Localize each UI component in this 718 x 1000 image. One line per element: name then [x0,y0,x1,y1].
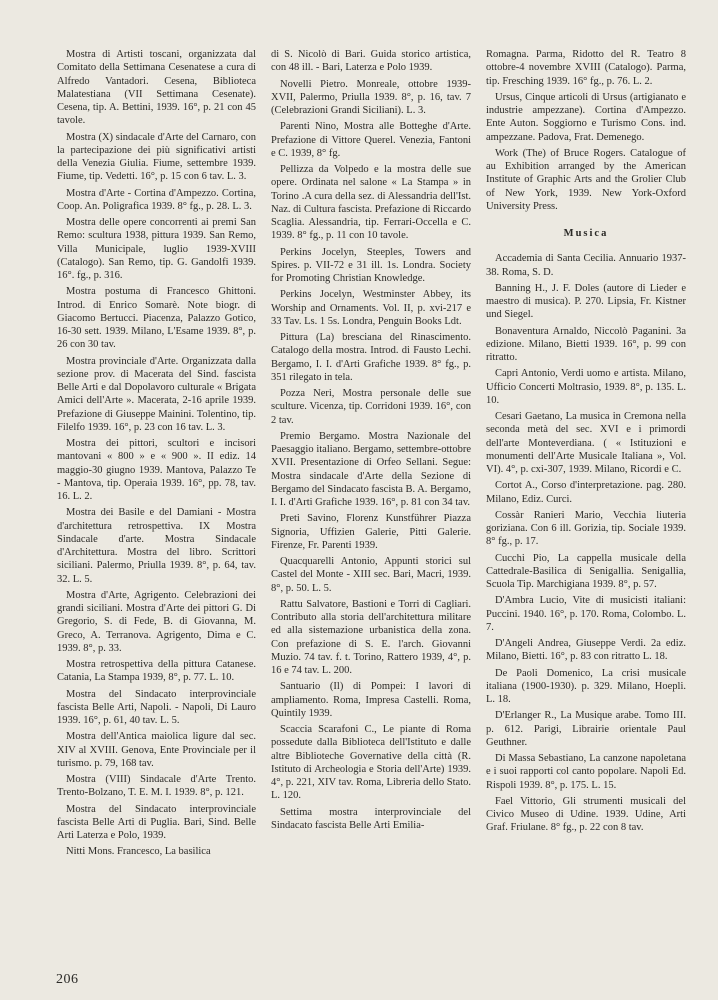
bibliography-entry: Pellizza da Volpedo e la mostra delle sue opere. Ordinata nel salone « La Stampa » in Torino .A cura della sez. di Alessandria dell'Ist. Naz. di Cultura fascista. Prefazione di Riccardo Scaglia. Alessandria, tip. Ferrari-Occella e C. 1939. 8° fg., p. 11 con 10 tavole. [271,164,472,242]
bibliography-entry: Pittura (La) bresciana del Rinascimento. Catalogo della mostra. Introd. di Fausto Lechi. Bergamo, I. I. d'Arti Grafiche 1939. 8° fg., p. 351 rilegato in tela. [271,332,471,383]
bibliography-entry: Nitti Mons. Francesco, La basilica [66,846,211,858]
bibliography-entry: De Paoli Domenico, La crisi musicale italiana (1900-1930). p. 329. Milano, Hoepli. L. 18. [486,667,686,705]
bibliography-entry: D'Ambra Lucio, Vite di musicisti italiani: Puccini. 1940. 16°, p. 170. Roma, Colombo. L. 7. [486,595,686,633]
bibliography-entry: Fael Vittorio, Gli strumenti musicali del Civico Museo di Udine. 1939. Udine, Arti Graf. Friulane. 8° fg., p. 22 con 8 tav. [486,795,686,834]
bibliography-entry: Perkins Jocelyn, Westminster Abbey, its Worship and Ornaments. Vol. II, p. xvi-217 e 33 Tav. Ls. 1 5s. Londra, Penguin Books Ldt. [271,289,471,327]
bibliography-entry: Preti Savino, Florenz Kunstführer Piazza Signoria, Uffizien Galerie, Pitti Galerie. Firenze, Fr. Parenti 1939. [271,513,471,551]
bibliography-entry: Bonaventura Arnaldo, Niccolò Paganini. 3a edizione. Milano, Bietti 1939. 16°, p. 99 con ritratto. [486,325,686,363]
bibliography-entry: Novelli Pietro. Monreale, ottobre 1939-XVII, Palermo, Priulla 1939. 8°, p. 16, tav. 7 (Celebrazioni Grandi Siciliani). L. 3. [271,78,471,116]
bibliography-entry: Mostra (VIII) Sindacale d'Arte Trento. Trento-Bolzano, T. E. M. I. 1939. 8°, p. 121. [57,774,256,799]
column-right [486,48,686,838]
bibliography-entry: Perkins Jocelyn, Steeples, Towers and Spires. p. VII-72 e 31 ill. 1s. Londra. Society for Promoting Christian Knowledge. [271,246,471,284]
bibliography-entry: Banning H., J. F. Doles (autore di Lieder e maestro di musica). P. 270. Lipsia, Fr. Kistner und Siegel. [486,282,686,321]
bibliography-entry: Cesari Gaetano, La musica in Cremona nella seconda metà del sec. XVI e i primordi dell'arte Monteverdiana. ( « Istituzioni e monumenti dell'Arte Musicale Italiana », Vol. VI). 4°, p. cxi-307, 1939. Milano, Ricordi e C. [486,411,686,475]
bibliography-entry: Capri Antonio, Verdi uomo e artista. Milano, Ufficio Concerti Moltrasio, 1939. 8°, p. 135. L. 10. [486,368,686,406]
bibliography-entry: Quacquarelli Antonio, Appunti storici sul Castel del Monte - XIII sec. Bari, Macri, 1939. 8°, p. 50. L. 5. [271,556,471,594]
bibliography-entry: Cossàr Ranieri Mario, Vecchia liuteria goriziana. Con 6 ill. Gorizia, tip. Sociale 1939. 8° fg., p. 17. [486,509,686,548]
bibliography-entry: D'Erlanger R., La Musique arabe. Tomo III. p. 612. Parigi, Librairie orientale Paul Geuthner. [486,710,686,748]
bibliography-entry: D'Angeli Andrea, Giuseppe Verdi. 2a ediz. Milano, Bietti. 16°, p. 83 con ritratto L. 18. [486,638,686,663]
bibliography-entry: Mostra d'Arte, Agrigento. Celebrazioni dei grandi siciliani. Mostra d'Arte dei pittori G. Di Gregorio, S. di Fede, B. di Giovanna, M. Greco, A. Terranova. Agrigento, Dima e C. 1939. 8°, p. 33. [57,589,256,654]
bibliography-entry: Accademia di Santa Cecilia. Annuario 1937-38. Roma, S. D. [486,253,686,278]
bibliography-entry: Rattu Salvatore, Bastioni e Torri di Cagliari. Contributo alla storia dell'architettura militare ed alla sistemazione urbanistica della zona. Con prefazione di S. E. l'arch. Giovanni Muzio. 74 tav. f. t. Torino, Rattero 1939, 4°, p. 16 e 74 tav. L. 200. [271,598,471,676]
bibliography-entry: Mostra delle opere concorrenti ai premi San Remo: scultura 1938, pittura 1939. San Remo, Villa Municipale, luglio 1939-XVIII (Catalogo). San Remo, tip. G. Gandolfi 1939. 16°. fg., p. 316. [57,217,256,281]
bibliography-entry: Mostra d'Arte - Cortina d'Ampezzo. Cortina, Coop. An. Poligrafica 1939. 8° fg., p. 28. L. 3. [57,187,256,212]
bibliography-entry: Mostra dell'Antica maiolica ligure dal sec. XIV al XVIII. Genova, Ente Provinciale per il turismo. p. 79, 168 tav. [57,731,256,769]
bibliography-entry: Pozza Neri, Mostra personale delle sue sculture. Vicenza, tip. Corridoni 1939. 16°, con 2 tav. [271,388,471,426]
bibliography-entry: Mostra di Artisti toscani, organizzata dal Comitato della Settimana Cesenatese a cura di Alfredo Vantadori. Cesena, Biblioteca Malatestiana (VII Settimana Cesenate). Cesena, tip. A. Bettini, 1939. 16°, p. 21 con 45 tavole. [57,49,256,127]
bibliography-entry: Mostra retrospettiva della pittura Catanese. Catania, La Stampa 1939, 8°, p. 77. L. 10. [57,659,256,684]
bibliography-entry: Romagna. Parma, Ridotto del R. Teatro 8 ottobre-4 novembre XVIII (Catalogo). Parma, tip. Fresching 1939. 16° fg., p. 76. L. 2. [486,49,686,87]
bibliography-entry: Ursus, Cinque articoli di Ursus (artigianato e industrie ampezzane). Cortina d'Ampezzo. Ente Auton. Soggiorno e Turismo Cons. ind. ampezzane. Padova, Frat. Demenego. [486,91,686,143]
bibliography-entry: Cucchi Pio, La cappella musicale della Cattedrale-Basilica di Senigallia. Senigallia, Scuola Tip. Marchigiana 1939. 8°, p. 57. [486,552,686,590]
bibliography-entry: Parenti Nino, Mostra alle Botteghe d'Arte. Prefazione di Vittore Querel. Venezia, Fantoni e C. 1939, 8° fg. [271,121,471,159]
bibliography-entry: Mostra dei Basile e del Damiani - Mostra d'architettura retrospettiva. IX Mostra Sindacale d'arte. Mostra Sindacale d'Architettura. Mostra del libro. Scrittori siciliani. Palermo, Priulla 1939. 8°, p. 64, tav. 32. L. 5. [57,507,256,585]
column-middle [271,48,471,835]
bibliography-entry: Di Massa Sebastiano, La canzone napoletana e i suoi rapporti col canto popolare. Napoli Ed. Rispoli 1939. 8°, p. 175. L. 15. [486,753,686,791]
column-left [57,48,256,862]
bibliography-entry: Mostra (X) sindacale d'Arte del Carnaro, con la partecipazione dei più significativi artisti della Venezia Giulia. Fiume, settembre 1939. Fiume, tip. Vedetti. 16°, p. 15 con 6 tav. L. 3. [57,131,256,183]
bibliography-entry: Mostra postuma di Francesco Ghittoni. Introd. di Enrico Somarè. Note biogr. di Giacomo Bertucci. Piacenza, Palazzo Gotico, 16-30 sett. 1939. Milano, L'Esame 1939. 8°, p. 26 con 30 tav. [57,286,256,351]
page-number: 206 [56,972,79,987]
bibliography-entry: Scaccia Scarafoni C., Le piante di Roma possedute dalla Biblioteca dell'Istituto e dalle altre Biblioteche Governative della città (R. Istituto di Archeologia e Storia dell'Arte) 1939. 4°, p. 221, XIV tav. Roma, Libreria dello Stato. L. 120. [271,724,471,802]
bibliography-entry: Mostra dei pittori, scultori e incisori mantovani « 800 » e « 900 ». II ediz. 14 maggio-30 giugno 1939. Mantova, Palazzo Te - Mantova, tip. Operaia 1939. 16°, pp. 78, tav. 16. L. 2. [57,438,256,502]
bibliography-entry: Cortot A., Corso d'interpretazione. pag. 280. Milano, Ediz. Curci. [486,480,686,505]
bibliography-entry: Mostra del Sindacato interprovinciale fascista Belle Arti, Napoli. - Napoli, Di Lauro 1939. 16°, p. 61, 40 tav. L. 5. [57,688,256,726]
section-heading: Musica [563,228,609,239]
bibliography-entry: di S. Nicolò di Bari. Guida storico artistica, con 48 ill. - Bari, Laterza e Polo 1939. [271,49,471,74]
bibliography-entry: Santuario (Il) di Pompei: I lavori di ampliamento. Roma, Impresa Castelli. Roma, Quintily 1939. [271,681,471,719]
bibliography-entry: Work (The) of Bruce Rogers. Catalogue of au Exhibition arranged by the American Institute of Graphic Arts and the Grolier Club of New York, 1939. New York-Oxford University Press. [486,147,686,212]
bibliography-entry: Settima mostra interprovinciale del Sindacato fascista Belle Arti Emilia- [271,806,471,831]
bibliography-entry: Mostra provinciale d'Arte. Organizzata dalla sezione prov. di Macerata del Sind. fascista Belle Arti e dal Dopolavoro culturale « Brigata Amici dell'Arte ». Macerata, 2-16 aprile 1939. Prefazione di Giuseppe Mainini. Tolentino, tip. Filelfo 1939. 16°, p. 23 con 16 tav. L. 3. [57,355,256,433]
bibliography-entry: Premio Bergamo. Mostra Nazionale del Paesaggio italiano. Bergamo, settembre-ottobre XVII. Presentazione di Orfeo Sellani. Segue: Mostra sindacale d'Arte della Sezione di Bergamo del Sindacato fascista B. A. Bergamo, I. I. d'Arti Grafiche 1939. 16°, p. 81 con 34 tav. [271,430,471,508]
bibliography-entry: Mostra del Sindacato interprovinciale fascista Belle Arti di Puglia. Bari, Sind. Belle Arti Laterza e Polo, 1939. [57,803,256,841]
